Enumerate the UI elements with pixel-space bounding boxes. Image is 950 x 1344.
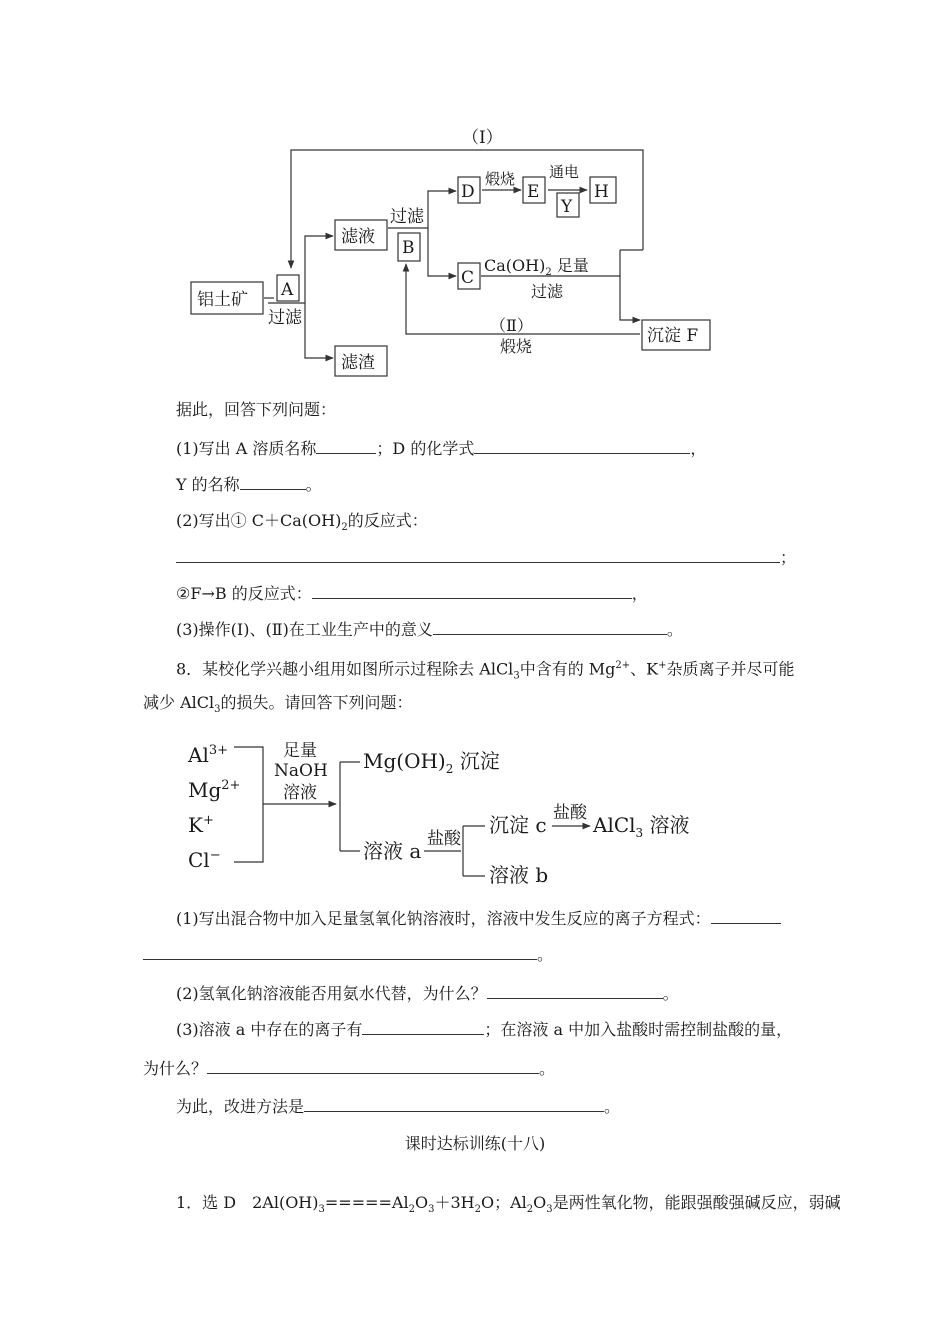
q7-p1: (1)写出 A 溶质名称 ；D 的化学式 ， — [176, 439, 707, 458]
op1-label: （Ⅰ） — [462, 128, 503, 148]
branch-residue — [305, 303, 333, 358]
answer-blank[interactable] — [240, 475, 306, 490]
q8-p3: (3)溶液 a 中存在的离子有 ；在溶液 a 中加入盐酸时需控制盐酸的量， — [176, 1020, 793, 1039]
box-a-label: A — [281, 280, 294, 300]
answer-blank[interactable] — [711, 909, 781, 924]
branch-d — [428, 191, 456, 228]
box-y-label: Y — [561, 197, 573, 217]
box-c-label: C — [461, 268, 475, 288]
answer-blank[interactable] — [312, 584, 632, 599]
box-b-label: B — [402, 238, 415, 258]
ion-al: $Al^{3+}$ — [188, 743, 229, 767]
branch-c — [428, 228, 456, 276]
calcine2-label: 煅烧 — [500, 337, 533, 356]
answer-blank[interactable] — [362, 1020, 484, 1035]
ion-cl: Cl− — [188, 848, 221, 872]
answers-heading: 课时达标训练(十八) — [404, 1134, 546, 1153]
box-h-label: H — [594, 182, 609, 202]
hcl-label-1: 盐酸 — [427, 829, 461, 849]
q8-line2: 减少 AlCl$_3$的损失。请回答下列问题： — [143, 693, 413, 716]
ion-mg: $Mg^{2+}$ — [188, 778, 241, 802]
hcl-label-2: 盐酸 — [553, 803, 587, 823]
answer-blank[interactable] — [176, 548, 780, 563]
q8-p4: 为此，改进方法是 。 — [176, 1097, 621, 1116]
reagent-line2: NaOH — [274, 761, 328, 781]
q8-p1-line: 。 — [143, 945, 553, 965]
q7-p3: (3)操作(Ⅰ)、(Ⅱ)在工业生产中的意义 。 — [176, 620, 683, 639]
electrolysis-label: 通电 — [549, 163, 580, 181]
alcl3-solution-label: AlCl$_3$ 溶液 — [593, 813, 690, 840]
answer-blank[interactable] — [316, 439, 376, 454]
precipitate-f-label: 沉淀 F — [647, 326, 699, 346]
caoh2-label: $Ca(OH)_2$ 足量 — [484, 256, 589, 278]
box-d-label: D — [461, 182, 475, 202]
alcl3-purification-diagram — [0, 730, 950, 900]
solution-b-label: 溶液 b — [489, 863, 549, 887]
q8-line1: 8．某校化学兴趣小组用如图所示过程除去 AlCl$_3$中含有的 $Mg^{2+}$、K+杂质离子并尽可能 — [176, 659, 795, 682]
reagent-line1: 足量 — [283, 741, 317, 761]
filtrate-label: 滤液 — [341, 227, 375, 247]
precipitate-c-label: 沉淀 c — [489, 813, 547, 837]
q7-p1-y: Y 的名称 。 — [176, 475, 322, 494]
ore-label: 铝土矿 — [197, 290, 248, 310]
answer-1: 1．选 D $2Al(OH)_3=====Al_2O_3+3H_2O$；$Al_2O_3$是两性氧化物，能跟强酸强碱反应，弱碱 — [176, 1193, 841, 1216]
solution-a-label: 溶液 a — [363, 839, 422, 863]
branch-filtrate — [305, 236, 333, 303]
bauxite-flow-diagram — [0, 0, 950, 390]
reagent-line3: 溶液 — [283, 783, 317, 803]
answer-blank[interactable] — [207, 1059, 539, 1074]
residue-label: 滤渣 — [341, 353, 375, 373]
q7-p2: (2)写出① $C+Ca(OH)_2$的反应式： — [176, 511, 428, 534]
filter3-label: 过滤 — [531, 282, 564, 301]
q7-intro: 据此，回答下列问题： — [176, 400, 337, 419]
filter2-label: 过滤 — [390, 207, 424, 227]
filter1-label: 过滤 — [268, 308, 302, 328]
q8-p1: (1)写出混合物中加入足量氢氧化钠溶液时，溶液中发生反应的离子方程式： — [176, 909, 781, 929]
q7-p2-line: ； — [176, 548, 796, 568]
answer-blank[interactable] — [487, 984, 663, 999]
product-mgoh2: $Mg(OH)_2$ 沉淀 — [363, 749, 500, 776]
ion-bracket — [234, 747, 263, 862]
answer-blank[interactable] — [474, 439, 690, 454]
q7-p2-f: ②F→B 的反应式： ， — [176, 584, 648, 603]
op2-label: （Ⅱ） — [490, 316, 533, 335]
q8-p3-line: 为什么？ 。 — [143, 1059, 556, 1078]
answer-blank[interactable] — [433, 620, 667, 635]
q8-p2: (2)氢氧化钠溶液能否用氨水代替，为什么？ 。 — [176, 984, 679, 1003]
answer-blank[interactable] — [143, 945, 537, 960]
calcine1-label: 煅烧 — [485, 170, 516, 188]
box-e-label: E — [527, 182, 540, 202]
answer-blank[interactable] — [304, 1097, 604, 1112]
ion-k: K+ — [188, 813, 214, 837]
